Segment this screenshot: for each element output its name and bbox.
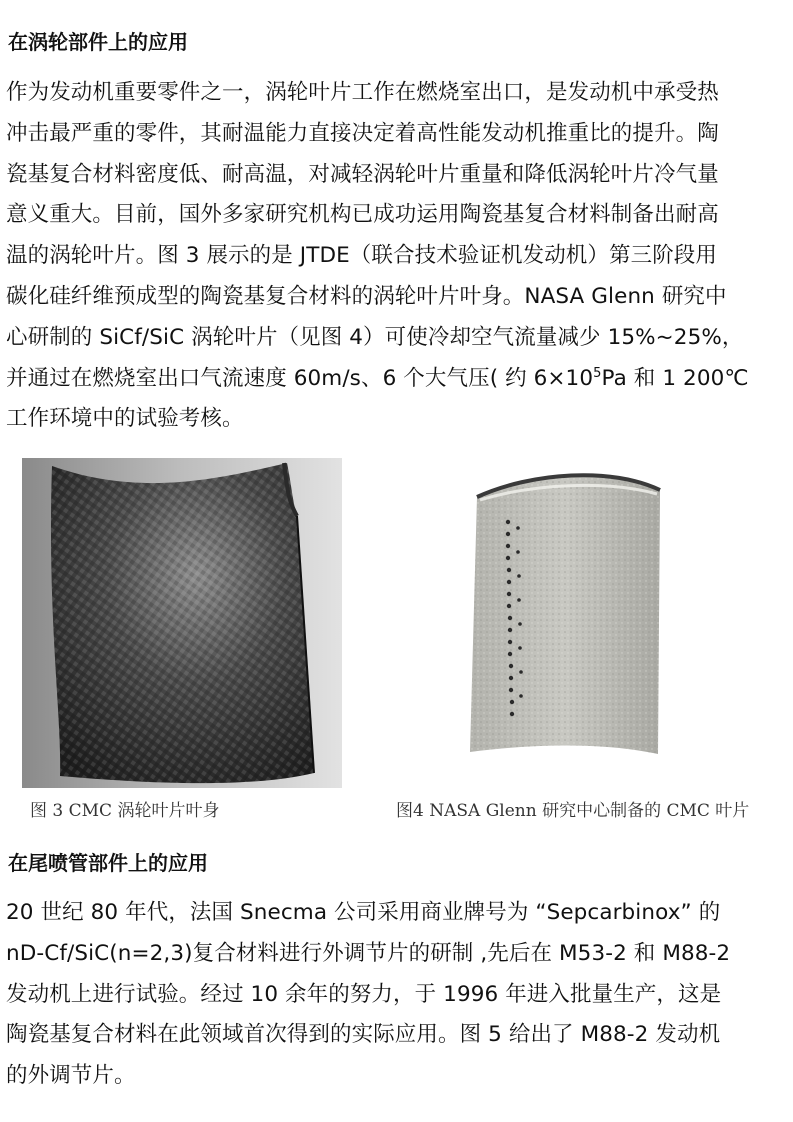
section-heading-turbine: 在涡轮部件上的应用 [8, 30, 188, 54]
paragraph-line: 的外调节片。 [6, 1063, 136, 1089]
line-text: Pa 和 1 200℃ [601, 365, 749, 391]
paragraph-line: 意义重大。目前，国外多家研究机构已成功运用陶瓷基复合材料制备出耐高 [6, 202, 719, 228]
line-text: 并通过在燃烧室出口气流速度 60m/s、6 个大气压( 约 6×10 [6, 365, 594, 391]
cmc-blade-photo [22, 458, 342, 788]
paragraph-line: 工作环境中的试验考核。 [6, 406, 244, 432]
paragraph-line [6, 359, 790, 400]
section-heading-nozzle: 在尾喷管部件上的应用 [8, 851, 208, 875]
paragraph-line: 冲击最严重的零件，其耐温能力直接决定着高性能发动机推重比的提升。陶 [6, 120, 719, 146]
paragraph-nozzle [6, 893, 790, 1097]
paragraph-line: 温的涡轮叶片。图 3 展示的是 JTDE（联合技术验证机发动机）第三阶段用 [6, 243, 717, 269]
paragraph-line: nD-Cf/SiC(n=2,3)复合材料进行外调节片的研制 ,先后在 M53-2 和 M88-2 [6, 940, 731, 966]
paragraph-line: 心研制的 SiCf/SiC 涡轮叶片（见图 4）可使冷却空气流量减少 15%~25%， [6, 324, 744, 350]
nasa-cmc-blade-photo [462, 462, 672, 762]
paragraph-line: 发动机上进行试验。经过 10 余年的努力，于 1996 年进入批量生产，这是 [6, 981, 722, 1007]
figure-3-caption: 图 3 CMC 涡轮叶片叶身 [30, 801, 220, 821]
paragraph-line: 碳化硅纤维预成型的陶瓷基复合材料的涡轮叶片叶身。NASA Glenn 研究中 [6, 283, 727, 309]
paragraph-line: 作为发动机重要零件之一，涡轮叶片工作在燃烧室出口，是发动机中承受热 [6, 80, 719, 105]
paragraph-line: 瓷基复合材料密度低、耐高温，对减轻涡轮叶片重量和降低涡轮叶片冷气量 [6, 161, 719, 187]
figure-4-caption: 图4 NASA Glenn 研究中心制备的 CMC 叶片 [396, 801, 750, 821]
paragraph-line: 陶瓷基复合材料在此领域首次得到的实际应用。图 5 给出了 M88-2 发动机 [6, 1022, 721, 1048]
superscript: 5 [593, 365, 602, 381]
paragraph-line: 20 世纪 80 年代，法国 Snecma 公司采用商业牌号为 “Sepcarbinox” 的 [6, 900, 721, 925]
paragraph-turbine [6, 73, 790, 440]
